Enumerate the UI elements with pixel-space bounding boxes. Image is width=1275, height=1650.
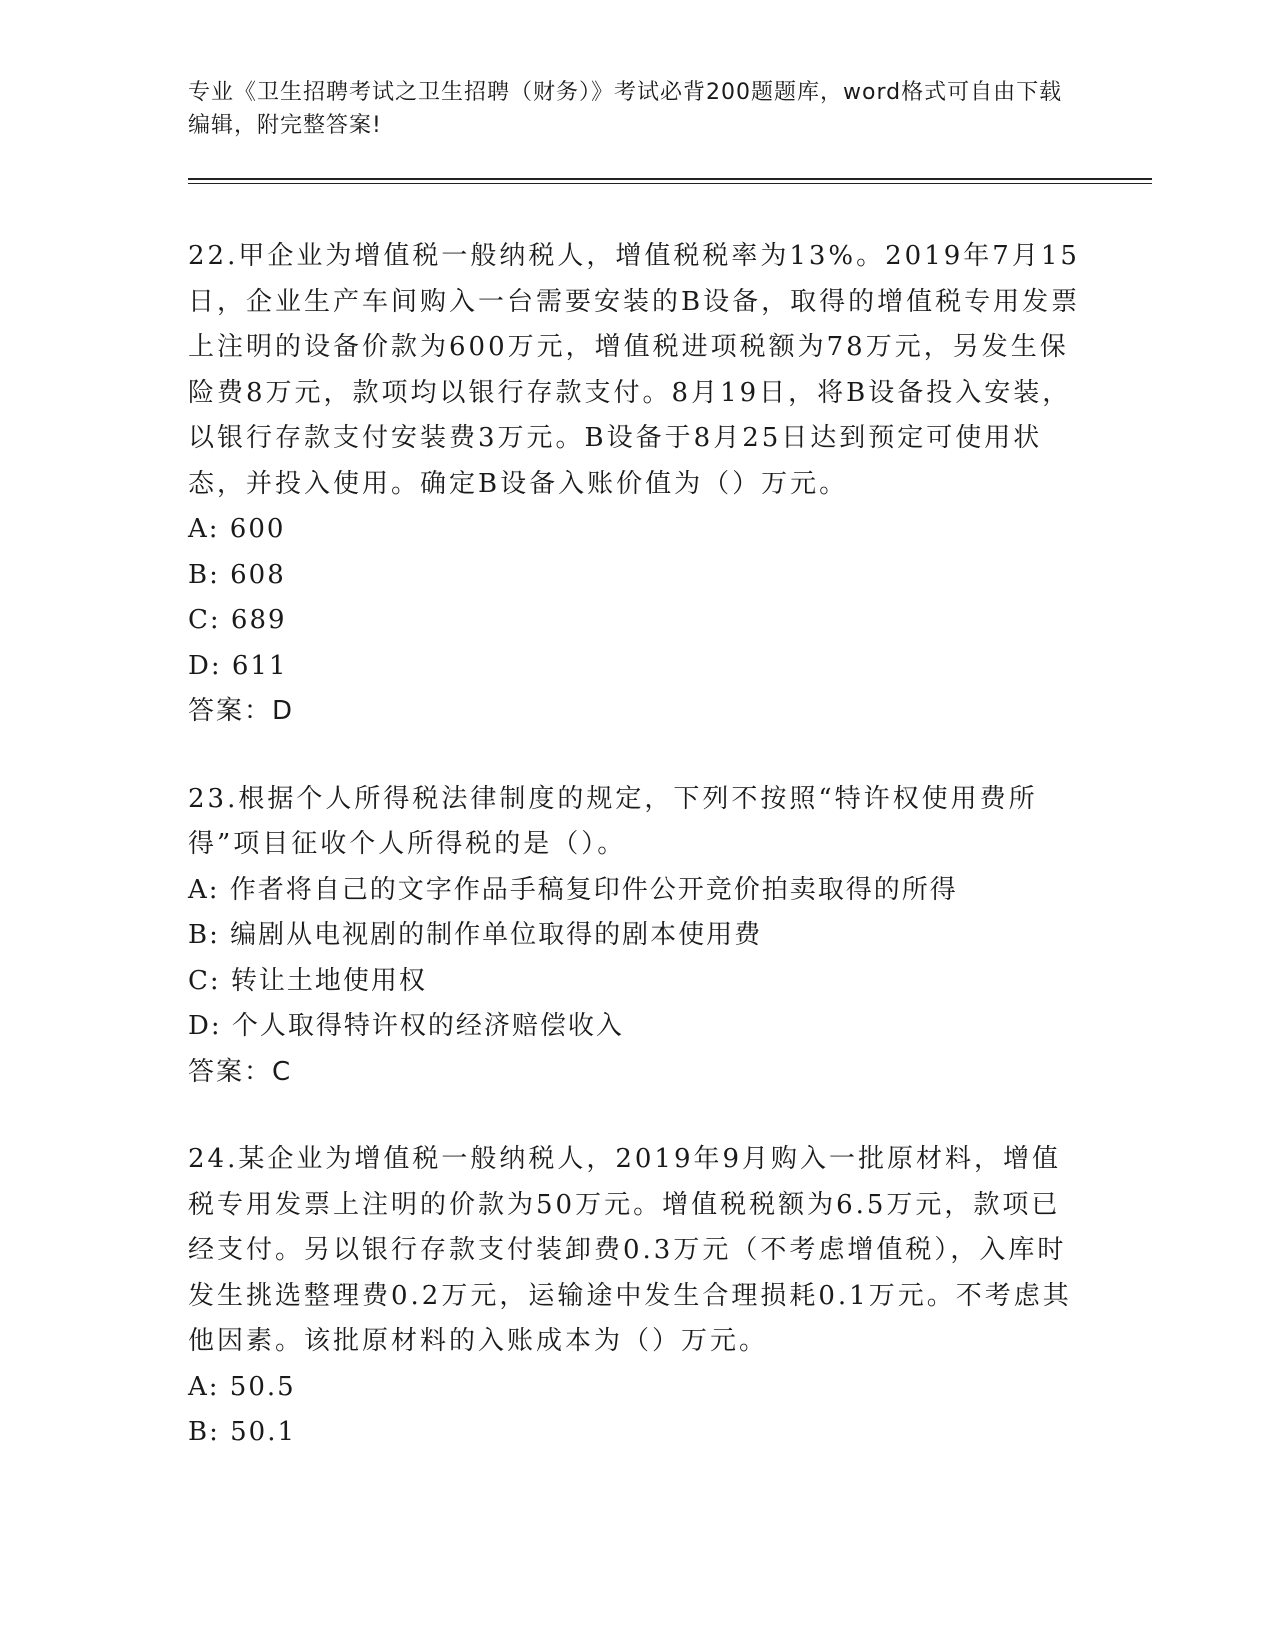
answer-line: 答案：D [188,696,295,726]
option-b: B: 50.1 [188,1417,297,1447]
option-d: D: 611 [188,650,288,681]
header-divider-thick [188,178,1152,180]
option-d: D: 个人取得特许权的经济赔偿收入 [188,1011,624,1041]
option-c: C: 转让土地使用权 [188,965,427,996]
page-header: 专业《卫生招聘考试之卫生招聘（财务）》考试必背200题题库，word格式可自由下载编辑，附完整答案! [188,80,1063,138]
question-22 [188,234,1088,735]
question-text: 23.根据个人所得税法律制度的规定，下列不按照“特许权使用费所得”项目征收个人所得税的是（）。 [188,783,1038,859]
question-list [188,234,1088,1498]
option-b: B: 编剧从电视剧的制作单位取得的剧本使用费 [188,920,763,950]
option-a: A: 作者将自己的文字作品手稿复印件公开竞价拍卖取得的所得 [188,874,958,905]
option-a: A: 600 [188,514,286,544]
option-b: B: 608 [188,559,286,590]
option-a: A: 50.5 [188,1371,296,1402]
question-23 [188,777,1088,1096]
question-text: 24.某企业为增值税一般纳税人，2019年9月购入一批原材料，增值税专用发票上注明的价款为50万元。增值税税额为6.5万元，款项已经支付。另以银行存款支付装卸费0.3万元（不考虑增值税），入库时发生挑选整理费0.2万元，运输途中发生合理损耗0.1万元。不考虑其他因素。该批原材料的入账成本为（）万元。 [188,1144,1072,1356]
answer-line: 答案：C [188,1056,293,1087]
option-c: C: 689 [188,605,287,635]
question-text: 22.甲企业为增值税一般纳税人，增值税税率为13%。2019年7月15日，企业生产车间购入一台需要安装的B设备，取得的增值税专用发票上注明的设备价款为600万元，增值税进项税额为78万元，另发生保险费8万元，款项均以银行存款支付。8月19日，将B设备投入安装，以银行存款支付安装费3万元。B设备于8月25日达到预定可使用状态，并投入使用。确定B设备入账价值为（）万元。 [188,241,1081,499]
question-24 [188,1137,1088,1456]
header-divider-thin [188,183,1152,184]
